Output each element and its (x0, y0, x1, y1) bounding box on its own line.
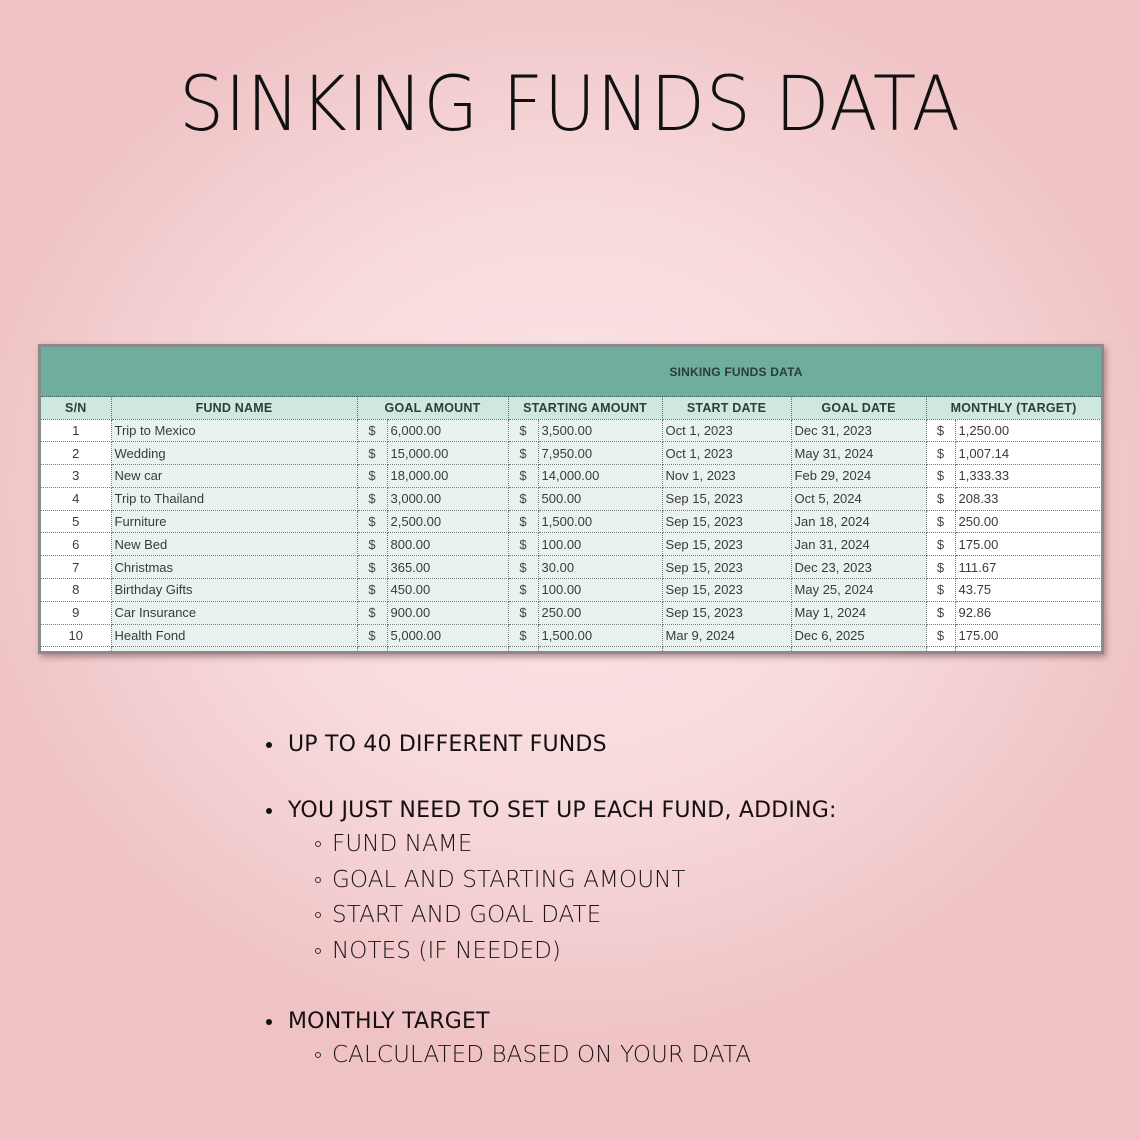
cell-fund-name[interactable]: Furniture (111, 510, 357, 533)
sinking-funds-table (38, 344, 1104, 654)
empty-cell[interactable] (111, 647, 357, 653)
cell-goal-currency: $ (357, 579, 387, 602)
cell-monthly-target[interactable]: 1,333.33 (955, 465, 1101, 488)
cell-monthly-currency: $ (926, 487, 955, 510)
col-header-fund-name: FUND NAME (111, 397, 357, 419)
cell-goal-currency: $ (357, 601, 387, 624)
table-row (41, 419, 1101, 442)
cell-sn[interactable]: 10 (41, 624, 111, 647)
cell-start-date[interactable]: Sep 15, 2023 (662, 510, 791, 533)
feature-subitem-label: START AND GOAL DATE (332, 902, 602, 928)
table-row (41, 465, 1101, 488)
cell-goal-amount[interactable]: 15,000.00 (387, 442, 508, 465)
cell-start-currency: $ (508, 533, 538, 556)
feature-list (266, 730, 837, 1076)
cell-monthly-currency: $ (926, 624, 955, 647)
feature-subitem (266, 936, 837, 972)
cell-sn[interactable]: 2 (41, 442, 111, 465)
empty-cell[interactable] (926, 647, 955, 653)
cell-monthly-currency: $ (926, 556, 955, 579)
cell-goal-currency: $ (357, 533, 387, 556)
table-row (41, 533, 1101, 556)
cell-starting-amount[interactable]: 1,500.00 (538, 510, 662, 533)
cell-starting-amount[interactable]: 14,000.00 (538, 465, 662, 488)
feature-subitem-label: GOAL AND STARTING AMOUNT (332, 866, 686, 893)
table-row (41, 556, 1101, 579)
cell-monthly-currency: $ (926, 442, 955, 465)
cell-sn[interactable]: 6 (41, 533, 111, 556)
bullet-icon (266, 742, 272, 748)
table-row (41, 601, 1101, 624)
cell-monthly-target[interactable]: 92.86 (955, 601, 1101, 624)
cell-start-currency: $ (508, 579, 538, 602)
cell-monthly-currency: $ (926, 533, 955, 556)
cell-goal-date[interactable]: May 25, 2024 (791, 579, 926, 602)
cell-monthly-target[interactable]: 208.33 (955, 487, 1101, 510)
feature-subitem-label: CALCULATED BASED ON YOUR DATA (332, 1042, 752, 1068)
cell-start-currency: $ (508, 624, 538, 647)
cell-monthly-target[interactable]: 1,250.00 (955, 419, 1101, 442)
cell-goal-amount[interactable]: 2,500.00 (387, 510, 508, 533)
cell-goal-currency: $ (357, 442, 387, 465)
cell-start-date[interactable]: Sep 15, 2023 (662, 556, 791, 579)
feature-label: MONTHLY TARGET (288, 1009, 490, 1034)
col-header-goal-amount: GOAL AMOUNT (357, 397, 508, 419)
cell-fund-name[interactable]: Trip to Mexico (111, 419, 357, 442)
feature-label: UP TO 40 DIFFERENT FUNDS (288, 732, 607, 757)
cell-fund-name[interactable]: Trip to Thailand (111, 487, 357, 510)
feature-subitem (266, 900, 837, 936)
funds-table (41, 397, 1102, 653)
cell-goal-amount[interactable]: 6,000.00 (387, 419, 508, 442)
bullet-icon (266, 1019, 272, 1025)
cell-fund-name[interactable]: Birthday Gifts (111, 579, 357, 602)
cell-monthly-target[interactable]: 175.00 (955, 624, 1101, 647)
cell-goal-currency: $ (357, 487, 387, 510)
cell-start-date[interactable]: Sep 15, 2023 (662, 601, 791, 624)
cell-fund-name[interactable]: Health Fond (111, 624, 357, 647)
cell-goal-amount[interactable]: 5,000.00 (387, 624, 508, 647)
cell-start-date[interactable]: Sep 15, 2023 (662, 487, 791, 510)
cell-monthly-currency: $ (926, 419, 955, 442)
feature-item (266, 796, 837, 971)
page-title: SINKING FUNDS DATA (179, 59, 961, 148)
hollow-bullet-icon (315, 912, 321, 918)
cell-starting-amount[interactable]: 1,500.00 (538, 624, 662, 647)
feature-sublist (266, 1040, 837, 1076)
cell-goal-date[interactable]: Feb 29, 2024 (791, 465, 926, 488)
feature-subitem-label: FUND NAME (332, 831, 473, 857)
table-row (41, 442, 1101, 465)
col-header-monthly-target: MONTHLY (TARGET) (926, 397, 1101, 419)
cell-goal-amount[interactable]: 900.00 (387, 601, 508, 624)
cell-starting-amount[interactable]: 30.00 (538, 556, 662, 579)
cell-start-currency: $ (508, 601, 538, 624)
cell-start-currency: $ (508, 442, 538, 465)
cell-starting-amount[interactable]: 250.00 (538, 601, 662, 624)
feature-item (266, 1007, 837, 1076)
feature-sublist (266, 829, 837, 971)
cell-monthly-target[interactable]: 175.00 (955, 533, 1101, 556)
empty-cell[interactable] (357, 647, 387, 653)
col-header-starting-amount: STARTING AMOUNT (508, 397, 662, 419)
cell-goal-currency: $ (357, 624, 387, 647)
empty-cell[interactable] (662, 647, 791, 653)
cell-goal-date[interactable]: Jan 31, 2024 (791, 533, 926, 556)
cell-starting-amount[interactable]: 7,950.00 (538, 442, 662, 465)
empty-cell[interactable] (791, 647, 926, 653)
table-row (41, 510, 1101, 533)
cell-start-currency: $ (508, 510, 538, 533)
cell-monthly-currency: $ (926, 601, 955, 624)
feature-subitem-label: NOTES (IF NEEDED) (332, 937, 561, 964)
hollow-bullet-icon (315, 877, 321, 883)
col-header-sn: S/N (41, 397, 111, 419)
cell-goal-date[interactable]: Dec 6, 2025 (791, 624, 926, 647)
cell-start-date[interactable]: Sep 15, 2023 (662, 579, 791, 602)
cell-goal-date[interactable]: Dec 31, 2023 (791, 419, 926, 442)
cell-monthly-target[interactable]: 250.00 (955, 510, 1101, 533)
cell-goal-amount[interactable]: 800.00 (387, 533, 508, 556)
bullet-icon (266, 808, 272, 814)
cell-start-date[interactable]: Nov 1, 2023 (662, 465, 791, 488)
feature-subitem (266, 865, 837, 901)
feature-item (266, 730, 837, 760)
cell-goal-currency: $ (357, 465, 387, 488)
cell-starting-amount[interactable]: 3,500.00 (538, 419, 662, 442)
table-row-empty (41, 647, 1101, 653)
cell-goal-date[interactable]: Oct 5, 2024 (791, 487, 926, 510)
table-header-row (41, 397, 1101, 419)
cell-monthly-target[interactable]: 43.75 (955, 579, 1101, 602)
cell-start-currency: $ (508, 556, 538, 579)
cell-start-date[interactable]: Mar 9, 2024 (662, 624, 791, 647)
cell-sn[interactable]: 5 (41, 510, 111, 533)
cell-start-currency: $ (508, 465, 538, 488)
cell-goal-currency: $ (357, 556, 387, 579)
cell-fund-name[interactable]: Christmas (111, 556, 357, 579)
cell-start-currency: $ (508, 419, 538, 442)
cell-start-date[interactable]: Oct 1, 2023 (662, 442, 791, 465)
cell-monthly-target[interactable]: 111.67 (955, 556, 1101, 579)
empty-cell[interactable] (387, 647, 508, 653)
feature-subitem (266, 1040, 837, 1076)
cell-start-currency: $ (508, 487, 538, 510)
cell-monthly-currency: $ (926, 510, 955, 533)
empty-cell[interactable] (538, 647, 662, 653)
feature-label: YOU JUST NEED TO SET UP EACH FUND, ADDING: (288, 798, 837, 823)
cell-goal-amount[interactable]: 365.00 (387, 556, 508, 579)
table-row (41, 487, 1101, 510)
hollow-bullet-icon (315, 841, 321, 847)
cell-goal-currency: $ (357, 419, 387, 442)
cell-sn[interactable]: 9 (41, 601, 111, 624)
cell-starting-amount[interactable]: 100.00 (538, 579, 662, 602)
cell-fund-name[interactable]: New car (111, 465, 357, 488)
cell-sn[interactable]: 3 (41, 465, 111, 488)
cell-goal-currency: $ (357, 510, 387, 533)
cell-sn[interactable]: 8 (41, 579, 111, 602)
cell-monthly-currency: $ (926, 579, 955, 602)
cell-start-date[interactable]: Oct 1, 2023 (662, 419, 791, 442)
cell-goal-amount[interactable]: 3,000.00 (387, 487, 508, 510)
hollow-bullet-icon (315, 948, 321, 954)
feature-subitem (266, 829, 837, 865)
col-header-goal-date: GOAL DATE (791, 397, 926, 419)
cell-starting-amount[interactable]: 500.00 (538, 487, 662, 510)
cell-goal-date[interactable]: Dec 23, 2023 (791, 556, 926, 579)
table-row (41, 579, 1101, 602)
cell-goal-amount[interactable]: 18,000.00 (387, 465, 508, 488)
cell-start-date[interactable]: Sep 15, 2023 (662, 533, 791, 556)
empty-cell[interactable] (508, 647, 538, 653)
cell-goal-amount[interactable]: 450.00 (387, 579, 508, 602)
table-row (41, 624, 1101, 647)
cell-fund-name[interactable]: Car Insurance (111, 601, 357, 624)
cell-starting-amount[interactable]: 100.00 (538, 533, 662, 556)
cell-fund-name[interactable]: Wedding (111, 442, 357, 465)
cell-monthly-target[interactable]: 1,007.14 (955, 442, 1101, 465)
empty-cell[interactable] (955, 647, 1101, 653)
cell-fund-name[interactable]: New Bed (111, 533, 357, 556)
empty-cell[interactable] (41, 647, 111, 653)
table-banner: SINKING FUNDS DATA (41, 347, 1101, 397)
cell-goal-date[interactable]: May 1, 2024 (791, 601, 926, 624)
cell-sn[interactable]: 7 (41, 556, 111, 579)
col-header-start-date: START DATE (662, 397, 791, 419)
hollow-bullet-icon (315, 1052, 321, 1058)
cell-sn[interactable]: 4 (41, 487, 111, 510)
cell-goal-date[interactable]: Jan 18, 2024 (791, 510, 926, 533)
cell-monthly-currency: $ (926, 465, 955, 488)
cell-sn[interactable]: 1 (41, 419, 111, 442)
cell-goal-date[interactable]: May 31, 2024 (791, 442, 926, 465)
